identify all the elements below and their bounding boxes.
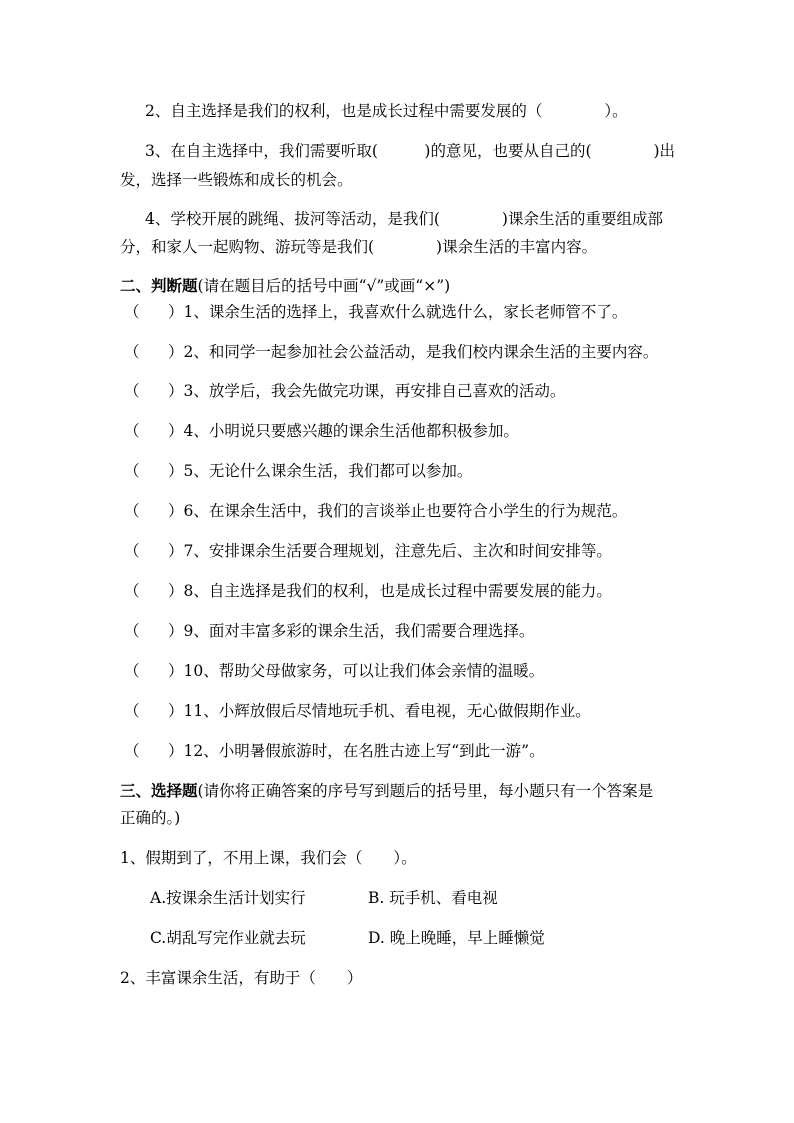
true-false-item: [124, 621, 534, 641]
choice-option-b[interactable]: B. 玩手机、看电视: [368, 889, 498, 907]
true-false-item-text: ）10、帮助父母做家务，可以让我们体会亲情的温暖。: [168, 662, 545, 680]
choice-option-c[interactable]: C.胡乱写完作业就去玩: [150, 929, 306, 947]
true-false-item-text: ）4、小明说只要感兴趣的课余生活他都积极参加。: [168, 422, 519, 440]
answer-bracket[interactable]: （: [124, 702, 140, 720]
answer-bracket[interactable]: （: [124, 622, 140, 640]
true-false-item: [124, 741, 545, 761]
choice-question-1-stem: 1、假期到了，不用上课，我们会（ ）。: [120, 849, 417, 867]
answer-bracket[interactable]: （: [124, 582, 140, 600]
section-2-instruction: (请在题目后的括号中画“√”或画“×”): [197, 277, 451, 295]
answer-bracket[interactable]: （: [124, 662, 140, 680]
answer-bracket[interactable]: （: [124, 542, 140, 560]
true-false-item-text: ）5、无论什么课余生活，我们都可以参加。: [168, 462, 473, 480]
section-3-header: [120, 781, 690, 801]
answer-bracket[interactable]: （: [124, 343, 140, 361]
answer-bracket[interactable]: （: [124, 422, 140, 440]
true-false-item: [124, 501, 627, 521]
true-false-item-text: ）1、课余生活的选择上，我喜欢什么就选什么，家长老师管不了。: [168, 303, 628, 321]
section-3-heading: 三、选择题: [120, 781, 198, 800]
fill-blank-question-4-line-2: 分，和家人一起购物、游玩等是我们( )课余生活的丰富内容。: [120, 238, 598, 256]
section-2-header: [120, 276, 690, 296]
section-3-instruction-line-2: 正确的。): [120, 809, 181, 827]
true-false-item: [124, 421, 519, 441]
section-2-heading: 二、判断题: [120, 276, 198, 295]
true-false-item-text: ）6、在课余生活中，我们的言谈举止也要符合小学生的行为规范。: [168, 502, 628, 520]
true-false-item: [124, 581, 612, 601]
fill-blank-question-4-line-1: 4、学校开展的跳绳、拔河等活动，是我们( )课余生活的重要组成部: [145, 210, 663, 228]
true-false-item: [124, 541, 612, 561]
answer-bracket[interactable]: （: [124, 462, 140, 480]
true-false-item-text: ）2、和同学一起参加社会公益活动，是我们校内课余生活的主要内容。: [168, 343, 659, 361]
answer-bracket[interactable]: （: [124, 502, 140, 520]
answer-bracket[interactable]: （: [124, 742, 140, 760]
fill-blank-question-3-line-2: 发，选择一些锻炼和成长的机会。: [120, 171, 353, 189]
true-false-item-text: ）12、小明暑假旅游时，在名胜古迹上写“到此一游”。: [168, 742, 545, 760]
true-false-item-text: ）3、放学后，我会先做完功课，再安排自己喜欢的活动。: [168, 382, 566, 400]
choice-option-a[interactable]: A.按课余生活计划实行: [150, 889, 306, 907]
true-false-item: [124, 342, 658, 362]
choice-option-d[interactable]: D. 晚上晚睡，早上睡懒觉: [368, 929, 545, 947]
true-false-item-text: ）8、自主选择是我们的权利，也是成长过程中需要发展的能力。: [168, 582, 612, 600]
true-false-item: [124, 302, 627, 322]
true-false-item-text: ）9、面对丰富多彩的课余生活，我们需要合理选择。: [168, 622, 535, 640]
true-false-item: [124, 461, 472, 481]
fill-blank-question-3-line-1: 3、在自主选择中，我们需要听取( )的意见，也要从自己的( )出: [145, 142, 676, 160]
true-false-item: [124, 701, 591, 721]
true-false-item: [124, 661, 544, 681]
fill-blank-question-2: 2、自主选择是我们的权利，也是成长过程中需要发展的（ ）。: [145, 102, 628, 120]
answer-bracket[interactable]: （: [124, 382, 140, 400]
choice-question-2-stem: 2、丰富课余生活，有助于（ ）: [120, 969, 363, 987]
answer-bracket[interactable]: （: [124, 303, 140, 321]
section-3-instruction: (请你将正确答案的序号写到题后的括号里，每小题只有一个答案是: [197, 782, 654, 800]
true-false-item-text: ）7、安排课余生活要合理规划，注意先后、主次和时间安排等。: [168, 542, 612, 560]
true-false-item-text: ）11、小辉放假后尽情地玩手机、看电视，无心做假期作业。: [168, 702, 591, 720]
true-false-item: [124, 381, 565, 401]
